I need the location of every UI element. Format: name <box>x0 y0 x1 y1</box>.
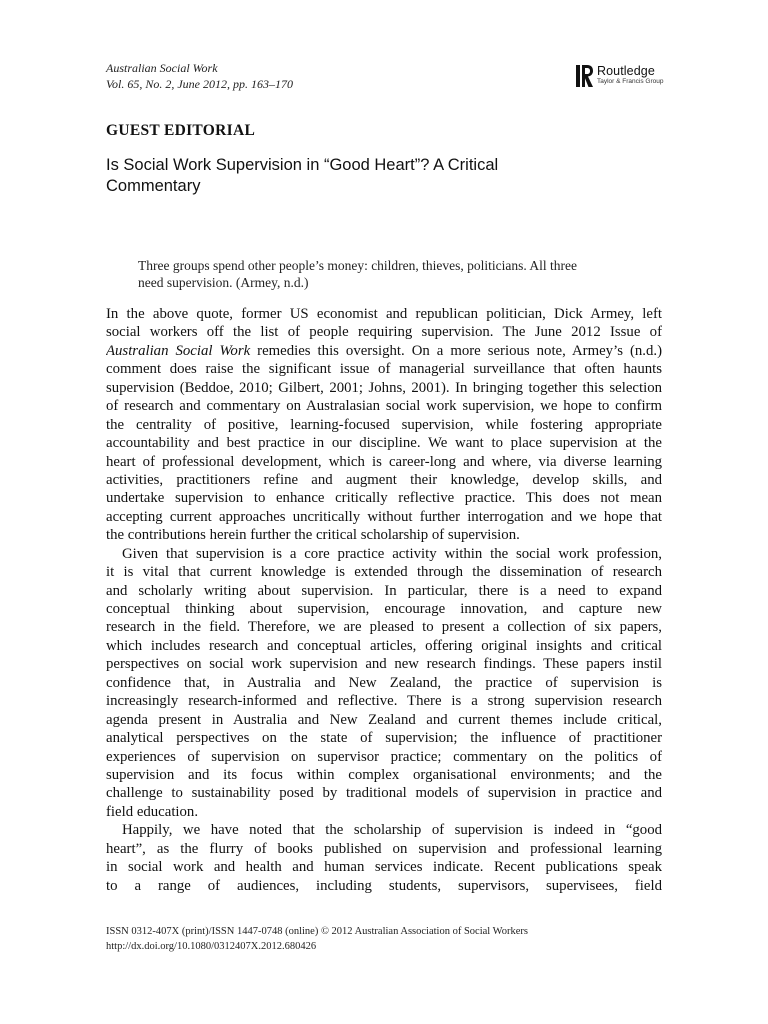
body-line: agenda present in Australia and New Zealand and current themes include critical, <box>106 711 662 728</box>
copyright-footer <box>106 924 528 954</box>
body-line: to a range of audiences, including students, supervisors, supervisees, field <box>106 877 662 894</box>
body-line-rest: remedies this oversight. On a more serious note, Armey’s (n.d.) <box>250 342 662 359</box>
body-line: undertake supervision to enhance critically reflective practice. This does not mean <box>106 490 662 507</box>
journal-citation <box>106 60 293 92</box>
body-line: analytical perspectives on the state of supervision; the influence of practitioner <box>106 730 662 747</box>
body-line: in social work and health and human services indicate. Recent publications speak <box>106 859 662 876</box>
journal-issue: Vol. 65, No. 2, June 2012, pp. 163–170 <box>106 77 293 91</box>
title-line: Commentary <box>106 177 201 195</box>
body-line: field education. <box>106 803 199 820</box>
body-line: supervision and its focus within complex organisational environments; and the <box>106 766 662 783</box>
body-line: accountability and best practice in our discipline. We want to place supervision at the <box>106 435 662 452</box>
body-line: the contributions herein further the critical scholarship of supervision. <box>106 527 520 544</box>
body-line: the centrality of positive, learning-focused supervision, while fostering appropriate <box>106 416 662 433</box>
epigraph-line: Three groups spend other people’s money: children, thieves, politicians. All three <box>138 258 578 273</box>
body-line: comment does raise the significant issue of managerial surveillance that often haunts <box>106 361 662 378</box>
body-line: perspectives on social work supervision and new research findings. These papers instil <box>106 656 662 673</box>
body-line: In the above quote, former US economist and republican politician, Dick Armey, left <box>106 306 662 322</box>
body-line: heart of professional development, which is career-long and where, via diverse learning <box>106 453 662 470</box>
issn-line: ISSN 0312-407X (print)/ISSN 1447-0748 (online) © 2012 Australian Association of Social Workers <box>106 926 528 937</box>
section-heading: GUEST EDITORIAL <box>106 122 256 139</box>
body-line: experiences of supervision on supervisor practice; commentary on the politics of <box>106 748 662 765</box>
body-line: confidence that, in Australia and New Zealand, the practice of supervision is <box>106 674 662 691</box>
title-line: Is Social Work Supervision in “Good Heart”? A Critical <box>106 156 499 174</box>
routledge-r-icon <box>576 64 594 88</box>
body-line: supervision (Beddoe, 2010; Gilbert, 2001; Johns, 2001). In bringing together this selection <box>106 379 662 396</box>
article-title <box>106 155 666 197</box>
publisher-logo <box>576 63 668 89</box>
body-line: increasingly research-informed and reflective. There is a strong supervision research <box>106 693 662 710</box>
body-line: conceptual thinking about supervision, encourage innovation, and capture new <box>106 601 662 617</box>
journal-name: Australian Social Work <box>106 61 218 75</box>
body-line: it is vital that current knowledge is extended through the dissemination of research <box>106 564 662 581</box>
doi-link[interactable]: http://dx.doi.org/10.1080/0312407X.2012.680426 <box>106 941 317 952</box>
epigraph-line: need supervision. (Armey, n.d.) <box>138 275 309 290</box>
body-line: and scholarly writing about supervision. In particular, there is a need to expand <box>106 582 662 599</box>
body-line: accepting current approaches uncritically without further interrogation and we hope that <box>106 508 662 525</box>
article-body <box>106 305 662 895</box>
epigraph <box>138 257 577 291</box>
body-line: research in the field. Therefore, we are pleased to present a collection of six papers, <box>106 619 662 636</box>
body-line: heart”, as the flurry of books published on supervision and professional learning <box>106 840 662 857</box>
body-line-with-journal <box>106 342 662 360</box>
body-line: Given that supervision is a core practice activity within the social work profession, <box>122 545 662 562</box>
journal-reference: Australian Social Work <box>106 342 251 359</box>
body-line: activities, practitioners refine and augment their knowledge, develop skills, and <box>106 471 662 488</box>
publisher-name: Routledge <box>597 64 655 78</box>
body-line: social workers off the list of people requiring supervision. The June 2012 Issue of <box>106 324 662 341</box>
publisher-group: Taylor & Francis Group <box>597 78 664 85</box>
body-line: which includes research and conceptual articles, offering original insights and critical <box>106 637 662 654</box>
body-line: challenge to sustainability posed by traditional models of supervision in practice and <box>106 785 662 802</box>
body-line: of research and commentary on Australasian social work supervision, we hope to confirm <box>106 398 662 415</box>
body-line: Happily, we have noted that the scholarship of supervision is indeed in “good <box>122 822 662 839</box>
